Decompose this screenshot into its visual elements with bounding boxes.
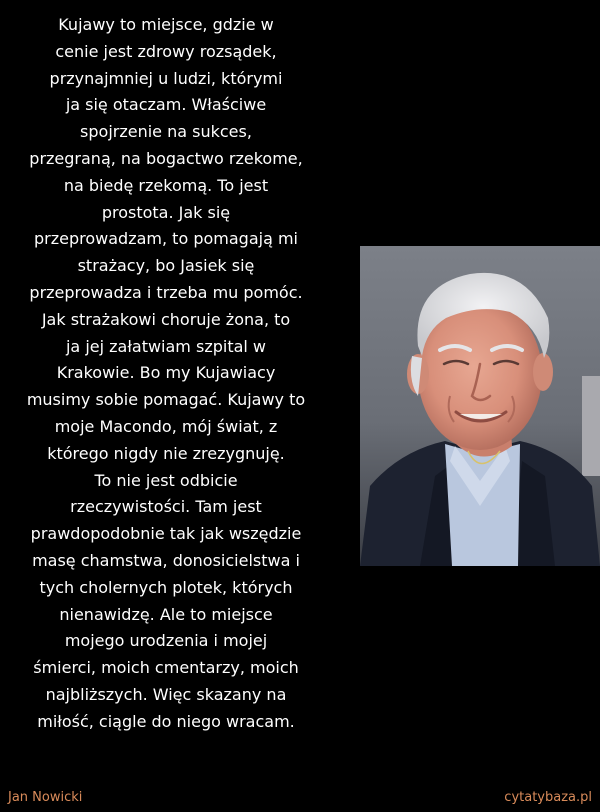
quote-line: nienawidzę. Ale to miejsce	[59, 604, 273, 624]
quote-line: spojrzenie na sukces,	[80, 122, 252, 142]
quote-line: śmierci, moich cmentarzy, moich	[33, 658, 299, 678]
quote-line: prawdopodobnie tak jak wszędzie	[30, 524, 302, 544]
quote-line: przeprowadza i trzeba mu pomóc.	[29, 282, 303, 302]
quote-line: strażacy, bo Jasiek się	[77, 256, 255, 276]
quote-line: To nie jest odbicie	[94, 470, 238, 490]
quote-line: Kujawy to miejsce, gdzie w	[58, 15, 274, 34]
quote-line: którego nigdy nie zrezygnuję.	[47, 443, 285, 463]
quote-line: ja się otaczam. Właściwe	[65, 95, 267, 115]
author-portrait	[360, 246, 600, 566]
quote-line: cenie jest zdrowy rozsądek,	[55, 41, 277, 61]
quote-line: miłość, ciągle do niego wracam.	[37, 711, 295, 731]
quote-line: tych cholernych plotek, których	[39, 577, 293, 597]
quote-line: Krakowie. Bo my Kujawiacy	[56, 363, 276, 383]
quote-line: Jak strażakowi choruje żona, to	[41, 309, 291, 329]
portrait-illustration	[360, 246, 600, 566]
quote-line: przegraną, na bogactwo rzekome,	[29, 148, 303, 168]
quote-line: ja jej załatwiam szpital w	[65, 336, 267, 356]
quote-line: mojego urodzenia i mojej	[64, 631, 268, 651]
quote-line: masę chamstwa, donosicielstwa i	[32, 550, 300, 570]
quote-line: prostota. Jak się	[101, 202, 231, 222]
quote-line: najbliższych. Więc skazany na	[45, 684, 287, 704]
site-name[interactable]: cytatybaza.pl	[504, 790, 592, 805]
quote-line: musimy sobie pomagać. Kujawy to	[26, 390, 306, 410]
quote-text	[6, 12, 326, 736]
quote-line: na biedę rzekomą. To jest	[63, 175, 269, 195]
quote-line: moje Macondo, mój świat, z	[54, 416, 278, 436]
author-name[interactable]: Jan Nowicki	[8, 790, 83, 805]
quote-line: przeprowadzam, to pomagają mi	[34, 229, 298, 249]
quote-line: przynajmniej u ludzi, którymi	[49, 68, 283, 88]
quote-line: rzeczywistości. Tam jest	[70, 497, 262, 517]
